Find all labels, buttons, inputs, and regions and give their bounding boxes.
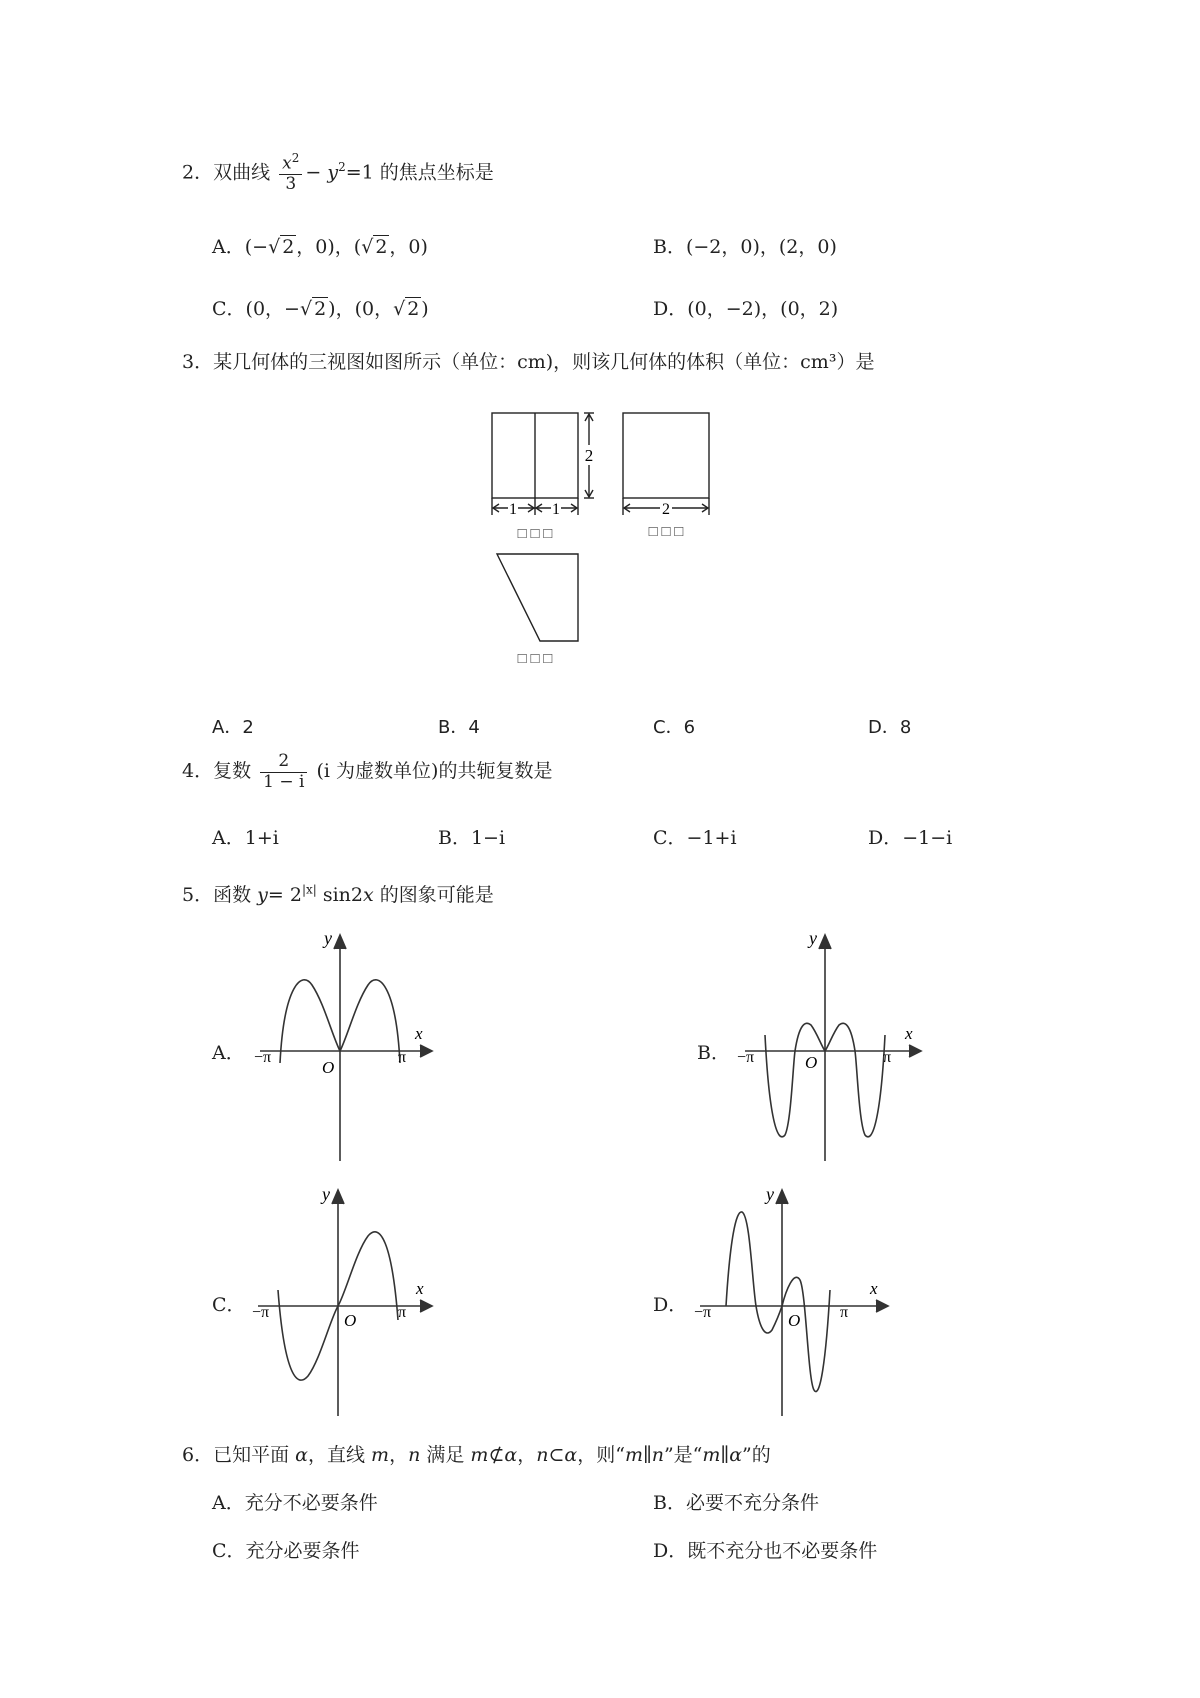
x-axis-label: x (870, 1279, 878, 1298)
option-value: 充分不必要条件 (244, 1492, 378, 1514)
option-value: 1+i (244, 827, 279, 849)
q5-stem-post: 的图象可能是 (373, 884, 494, 906)
origin-label: O (344, 1311, 357, 1330)
option-label: D． (868, 827, 903, 849)
option-label: B． (438, 827, 471, 849)
option-label: C． (212, 1540, 246, 1562)
option-label: A． (212, 827, 245, 849)
q4-frac-num: 2 (260, 752, 307, 773)
option-value: 4 (468, 717, 480, 738)
front-view-caption: □ □ □ (517, 526, 553, 542)
option-label: D． (868, 717, 900, 738)
neg-pi-label: −π (737, 1049, 755, 1066)
option-text: (0，− (245, 298, 300, 320)
sqrt-radicand: 2 (282, 236, 295, 258)
option-label: A． (212, 236, 245, 258)
pos-pi-label: π (883, 1049, 892, 1066)
dim-side-label: 2 (662, 501, 670, 518)
option-label: A． (212, 1492, 245, 1514)
q4-option-c[interactable] (653, 823, 737, 850)
q6-text: ， (517, 1444, 537, 1466)
q6-relation-2: m∥α (702, 1444, 743, 1466)
q2-stem-post: =1 的焦点坐标是 (345, 161, 494, 184)
q5-y: y (257, 884, 268, 906)
graph-a-label[interactable]: A． (212, 1042, 245, 1064)
x-axis-label: x (905, 1024, 913, 1043)
option-text: )，(0， (328, 298, 394, 320)
x-axis-arrow (909, 1045, 921, 1057)
y-axis-arrow (776, 1190, 788, 1204)
dim-right-label: 1 (552, 501, 560, 518)
y-axis-label: y (324, 928, 332, 948)
q2-option-b[interactable] (653, 232, 837, 259)
q3-stem (182, 347, 874, 374)
x-axis-arrow (420, 1045, 432, 1057)
option-value: 必要不充分条件 (685, 1492, 819, 1514)
q4-fraction (260, 752, 307, 792)
q3-option-a[interactable] (212, 713, 254, 739)
graph-b[interactable] (725, 925, 925, 1165)
sqrt-radicand: 2 (314, 298, 327, 320)
x-axis-label: x (415, 1024, 423, 1043)
y-axis-arrow (332, 1190, 344, 1204)
q4-frac-den: 1 − i (263, 771, 305, 792)
sqrt-radicand: 2 (407, 298, 420, 320)
q6-alpha: α (295, 1444, 308, 1466)
option-text: ，0) (389, 236, 428, 258)
q6-m: m (371, 1444, 390, 1466)
q4-option-a[interactable] (212, 823, 279, 850)
q4-stem (182, 752, 552, 792)
q2-stem (182, 152, 494, 195)
option-text: (− (244, 236, 269, 258)
q2-frac-den: 3 (285, 174, 297, 195)
q2-y: y (327, 161, 339, 184)
q6-text: ”是“ (663, 1444, 703, 1466)
y-axis-arrow (819, 935, 831, 949)
y-axis-label: y (322, 1184, 330, 1204)
side-view-caption: □ □ □ (648, 524, 684, 540)
option-label: C． (653, 827, 687, 849)
graph-b-label[interactable]: B． (697, 1042, 730, 1064)
q6-option-d[interactable] (653, 1536, 877, 1563)
q5-eq: = 2 (267, 884, 302, 906)
y-axis-arrow (334, 935, 346, 949)
option-label: D． (653, 298, 688, 320)
option-label: B． (653, 1492, 686, 1514)
q4-option-b[interactable] (438, 823, 505, 850)
origin-label: O (805, 1053, 818, 1072)
q6-text: ， (389, 1444, 409, 1466)
q2-frac-num: x (282, 153, 292, 174)
q2-option-d[interactable] (653, 294, 838, 321)
q5-x: x (363, 884, 374, 906)
q6-text: ，直线 (307, 1444, 372, 1466)
side-view (623, 413, 709, 515)
origin-label: O (322, 1058, 335, 1077)
q6-option-b[interactable] (653, 1488, 819, 1515)
q6-option-a[interactable] (212, 1488, 378, 1515)
option-text: (−2，0)，(2，0) (685, 236, 837, 258)
dim-height-label: 2 (584, 446, 594, 465)
option-value: 1−i (470, 827, 506, 849)
q2-number: 2． (182, 161, 214, 184)
q5-stem (182, 880, 494, 907)
option-value: 6 (683, 717, 696, 738)
pos-pi-label: π (398, 1304, 407, 1321)
option-label: D． (653, 1540, 688, 1562)
neg-pi-label: −π (694, 1304, 712, 1321)
graph-a[interactable] (240, 925, 440, 1165)
sqrt-radicand: 2 (375, 236, 388, 258)
graph-c-label[interactable]: C． (212, 1294, 246, 1316)
option-value: 8 (899, 717, 912, 738)
q4-stem-post: (i 为虚数单位)的共轭复数是 (310, 760, 553, 783)
option-text: (0，−2)，(0，2) (687, 298, 839, 320)
q6-text: 满足 (420, 1444, 471, 1466)
neg-pi-label: −π (254, 1049, 272, 1066)
q3-option-d[interactable] (868, 713, 911, 739)
q2-fraction (279, 152, 302, 195)
option-value: −1+i (686, 827, 737, 849)
q2-y-sup: 2 (338, 160, 346, 175)
q4-stem-pre: 复数 (213, 760, 252, 783)
neg-pi-label: −π (252, 1304, 270, 1321)
dim-left-label: 1 (509, 501, 517, 518)
q6-text: ，则“ (577, 1444, 625, 1466)
pos-pi-label: π (840, 1304, 849, 1321)
option-value: −1−i (902, 827, 953, 849)
option-value: 既不充分也不必要条件 (687, 1540, 878, 1562)
three-view-figure (480, 395, 730, 675)
graph-d[interactable] (690, 1180, 890, 1420)
x-axis-arrow (420, 1300, 432, 1312)
origin-label: O (788, 1311, 801, 1330)
q5-number: 5． (182, 884, 214, 906)
q6-stem (182, 1440, 771, 1467)
q6-relation-1: m∥n (624, 1444, 664, 1466)
option-text: ) (421, 298, 429, 320)
q5-fn: sin2 (316, 884, 363, 906)
graph-c[interactable] (240, 1180, 440, 1420)
q3-number: 3． (182, 351, 214, 373)
q4-number: 4． (182, 760, 214, 783)
option-label: B． (438, 717, 469, 738)
q2-option-a[interactable]: A．(−√ 2 ，0)，(√ 2 ，0) (212, 236, 428, 258)
q4-option-d[interactable] (868, 823, 952, 850)
front-view (492, 413, 594, 515)
x-axis-arrow (876, 1300, 888, 1312)
q3-option-b[interactable] (438, 713, 480, 739)
x-axis-label: x (416, 1279, 424, 1298)
q6-text: ”的 (742, 1444, 771, 1466)
option-label: A． (212, 717, 243, 738)
y-axis-label: y (809, 928, 817, 948)
q2-option-c[interactable]: C．(0，−√ 2 )，(0，√ 2 ) (212, 298, 429, 320)
option-label: C． (653, 717, 684, 738)
option-label: B． (653, 236, 686, 258)
q6-condition-1: m⊄α (470, 1444, 518, 1466)
q3-option-c[interactable] (653, 713, 695, 739)
q2-frac-num-sup: 2 (291, 151, 300, 165)
curve-d (726, 1212, 830, 1392)
q6-text: 已知平面 (213, 1444, 296, 1466)
graph-d-label[interactable]: D． (653, 1294, 688, 1316)
q5-exp: |x| (301, 882, 317, 897)
q6-number: 6． (182, 1444, 214, 1466)
option-value: 2 (242, 717, 254, 738)
q3-stem-text: 某几何体的三视图如图所示（单位：cm)，则该几何体的体积（单位：cm³）是 (213, 351, 875, 373)
top-view (497, 554, 578, 641)
top-view-caption: □ □ □ (517, 651, 553, 667)
q6-n: n (408, 1444, 421, 1466)
q5-stem-pre: 函数 (213, 884, 258, 906)
option-label: C． (212, 298, 246, 320)
q6-option-c[interactable] (212, 1536, 360, 1563)
pos-pi-label: π (398, 1049, 407, 1066)
y-axis-label: y (766, 1184, 774, 1204)
option-value: 充分必要条件 (245, 1540, 360, 1562)
q6-condition-2: n⊂α (536, 1444, 578, 1466)
q2-stem-pre: 双曲线 (213, 161, 271, 184)
q2-stem-mid: − (305, 161, 328, 184)
option-text: ，0)，( (296, 236, 362, 258)
